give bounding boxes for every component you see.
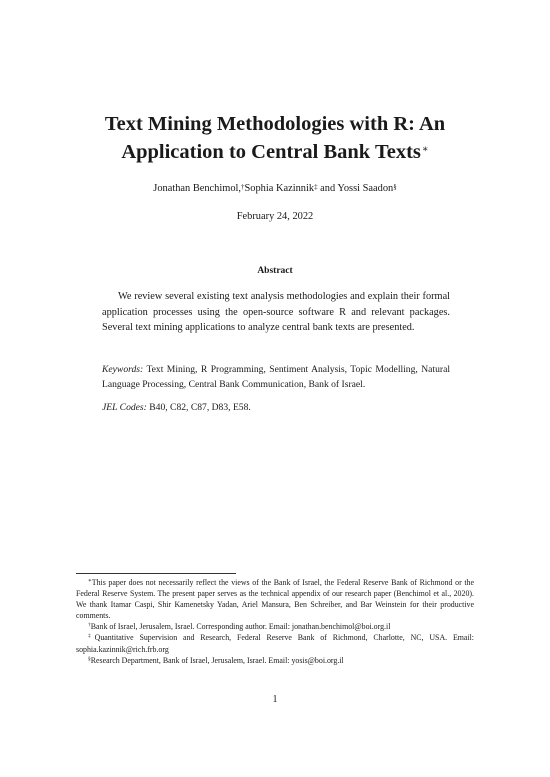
- footnote-mark: †: [88, 622, 91, 629]
- author-conjunction: and: [317, 183, 338, 194]
- author-saadon: Yossi Saadon: [337, 183, 394, 194]
- paper-title: [60, 110, 490, 166]
- footnote-text: This paper does not necessarily reflect the views of the Bank of Israel, the Federal Reserve Bank of Richmond or the Federal Reserve System. The present paper serves as the technical appendix of our research paper (Benchimol et al., 2020). We thank Itamar Caspi, Shir Kamenetsky Yadan, Ariel Mansura, Ben Schreiber, and Bar Weinstein for their productive comments.: [76, 578, 474, 621]
- footnote-text: Bank of Israel, Jerusalem, Israel. Corresponding author. Email: jonathan.benchimol@boi.org.il: [90, 622, 391, 632]
- jel-label: JEL Codes:: [102, 402, 147, 413]
- abstract-text: We review several existing text analysis methodologies and explain their formal application processes using the open-source software R and relevant packages. Several text mining applications to analyze central bank texts are presented.: [102, 291, 450, 333]
- keywords-label: Keywords:: [102, 364, 144, 375]
- keywords: [102, 362, 450, 392]
- abstract-heading: Abstract: [257, 266, 293, 276]
- footnote-kazinnik: [76, 632, 474, 654]
- author-benchimol: Jonathan Benchimol,: [153, 183, 242, 194]
- keywords-text: Text Mining, R Programming, Sentiment Analysis, Topic Modelling, Natural Language Processing, Central Bank Communication, Bank of Israel.: [102, 364, 450, 390]
- page-number: 1: [272, 694, 278, 705]
- jel-codes: [102, 401, 450, 415]
- author-saadon-mark: §: [393, 183, 397, 191]
- footnote-text: Research Department, Bank of Israel, Jerusalem, Israel. Email: yosis@boi.org.il: [90, 655, 344, 665]
- footnote-mark: ∗: [88, 578, 92, 584]
- title-footnote-mark: ∗: [421, 144, 429, 155]
- title-line-1: Text Mining Methodologies with R: An: [104, 113, 446, 135]
- author-kazinnik: Sophia Kazinnik: [244, 183, 315, 194]
- footnote-benchimol: [76, 621, 474, 632]
- author-list: [60, 182, 490, 196]
- footnote-mark: §: [88, 655, 91, 662]
- publication-date: February 24, 2022: [236, 211, 314, 222]
- footnote-saadon: [76, 655, 474, 666]
- title-line-2: Application to Central Bank Texts: [121, 141, 421, 163]
- footnote-mark: ‡: [88, 633, 95, 640]
- footnote-disclaimer: [76, 577, 474, 621]
- footnote-text: Quantitative Supervision and Research, Federal Reserve Bank of Richmond, Charlotte, NC, USA. Email: sophia.kazinnik@rich.frb.org: [76, 633, 474, 654]
- footnotes: [76, 577, 474, 666]
- footnote-divider: [76, 573, 236, 574]
- jel-text: B40, C82, C87, D83, E58.: [146, 402, 251, 413]
- author-kazinnik-mark: ‡: [314, 183, 318, 191]
- author-benchimol-mark: †: [241, 183, 245, 191]
